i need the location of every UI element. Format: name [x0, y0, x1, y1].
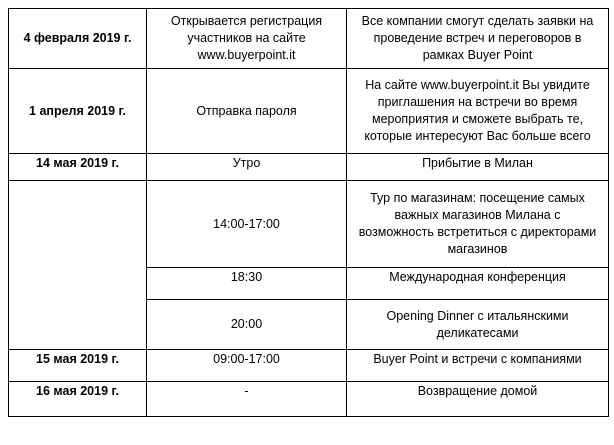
cell-text-line: Buyer Point и встречи с компаниями [373, 352, 582, 366]
date-cell: 16 мая 2019 г. [9, 382, 147, 417]
description-cell [347, 268, 609, 300]
time-cell [147, 300, 347, 350]
cell-text-line: рамках Buyer Point [422, 48, 533, 62]
description-cell [347, 382, 609, 417]
cell-text-line: Opening Dinner с итальянскими [386, 308, 569, 323]
cell-text-line: Прибытие в Милан [422, 156, 533, 170]
cell-text-line: 18:30 [230, 270, 263, 284]
description-cell [347, 154, 609, 181]
time-cell [147, 69, 347, 154]
description-cell [347, 9, 609, 69]
table-row [9, 9, 609, 69]
cell-text-line: мероприятия и сможете выбрать те, [371, 112, 584, 126]
cell-text-line: возможность встретиться с директорами [358, 225, 597, 239]
cell-text-line: проведение встреч и переговоров в [373, 31, 582, 45]
date-cell: 1 апреля 2019 г. [9, 69, 147, 154]
date-cell-empty [9, 181, 147, 350]
cell-text-line: Тур по магазинам: посещение самых [370, 191, 585, 205]
cell-text-line: Открывается регистрация [170, 14, 323, 28]
date-cell: 15 мая 2019 г. [9, 350, 147, 382]
time-cell [147, 181, 347, 268]
time-cell [147, 350, 347, 382]
cell-text-line: важных магазинов Милана с [394, 208, 561, 222]
time-cell [147, 154, 347, 181]
table-row [9, 382, 609, 417]
event-schedule-table [8, 8, 609, 417]
cell-text-line: которые интересуют Вас больше всего [364, 129, 591, 143]
date-cell: 4 февраля 2019 г. [9, 9, 147, 69]
cell-text-line: Отправка пароля [196, 103, 297, 118]
table-row [9, 154, 609, 181]
cell-text-line: www.buyerpoint.it [197, 48, 296, 62]
cell-text-line: участников на сайте [187, 31, 306, 45]
cell-text-line: 20:00 [230, 317, 263, 331]
time-cell [147, 9, 347, 69]
cell-text-line: На сайте www.buyerpoint.it Вы увидите [365, 78, 590, 92]
cell-text-line: магазинов [447, 242, 508, 256]
description-cell [347, 300, 609, 350]
description-cell [347, 181, 609, 268]
time-cell [147, 382, 347, 417]
description-cell [347, 350, 609, 382]
cell-text-line: Международная конференция [389, 270, 566, 284]
cell-text-line: Возвращение домой [417, 384, 538, 398]
cell-text-line: Утро [232, 156, 261, 170]
date-cell: 14 мая 2019 г. [9, 154, 147, 181]
cell-text-line: приглашения на встречи во время [377, 95, 578, 109]
table-row [9, 350, 609, 382]
cell-text-line: - [244, 384, 249, 398]
table-row [9, 181, 609, 268]
cell-text-line: 09:00-17:00 [213, 352, 280, 366]
table-row [9, 69, 609, 154]
cell-text-line: Все компании смогут сделать заявки на [361, 14, 594, 28]
time-cell [147, 268, 347, 300]
cell-text-line: 14:00-17:00 [213, 216, 280, 231]
description-cell [347, 69, 609, 154]
cell-text-line: деликатесами [436, 325, 519, 340]
